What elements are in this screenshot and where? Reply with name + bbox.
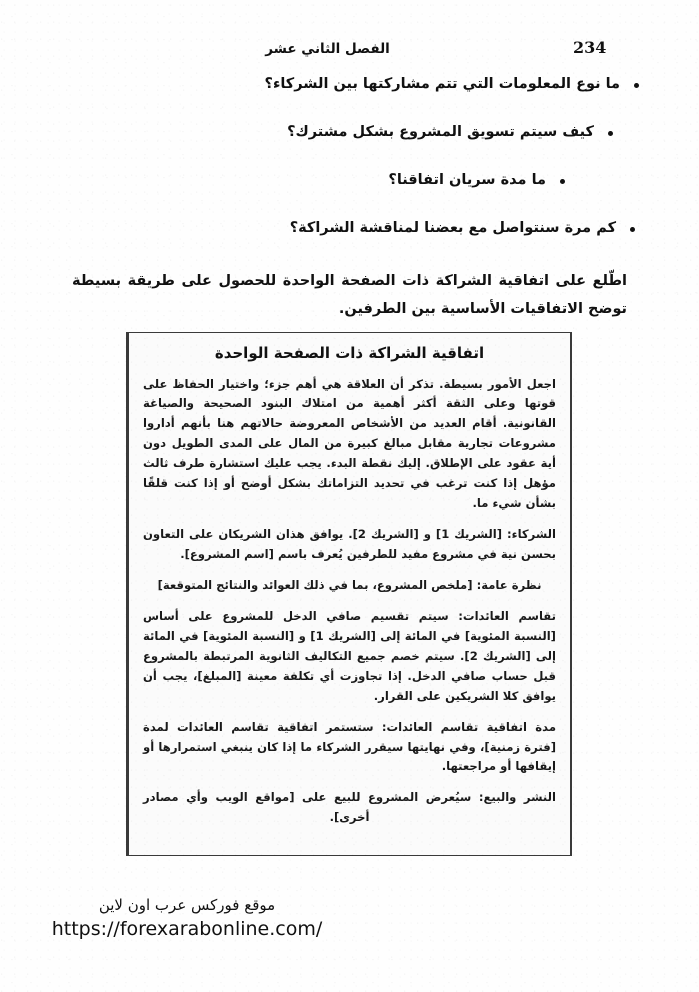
question-list: [40, 74, 639, 266]
question-text: كم مرة سنتواصل مع بعضنا لمناقشة الشراكة؟: [289, 220, 616, 237]
page-header: [0, 36, 699, 62]
agreement-paragraph-revenue-sharing: تقاسم العائدات: سيتم تقسيم صافي الدخل للمشروع على أساس [النسبة المئوية] في المائة إلى [الشريك 1] و [النسبة المئوية] في المائة إلى [الشريك 2]. سيتم خصم جميع التكاليف الثانوية المرتبطة بالمشروع قبل حساب صافي الدخل. إذا تجاوزت أي تكلفة معينة [المبلغ]، يجب أن يوافق كلا الشريكين على القرار.: [143, 608, 556, 703]
bullet-icon: [608, 131, 613, 136]
agreement-box-inner: [129, 333, 570, 855]
chapter-title: الفصل الثاني عشر: [265, 41, 390, 57]
intro-paragraph: اطّلع على اتفاقية الشراكة ذات الصفحة الواحدة للحصول على طريقة بسيطة توضح الاتفاقيات الأساسية بين الطرفين.: [72, 272, 627, 317]
question-text: ما مدة سريان اتفاقنا؟: [388, 172, 546, 189]
footer-watermark: [22, 896, 352, 941]
agreement-paragraph-publishing-and-sales: النشر والبيع: سيُعرض المشروع للبيع على [مواقع الويب وأي مصادر أخرى].: [143, 790, 556, 825]
footer-site-name: موقع فوركس عرب اون لاين: [98, 896, 276, 914]
agreement-paragraph-keep-it-simple: اجعل الأمور بسيطة. تذكر أن العلاقة هي أهم جزء؛ واختيار الحفاظ على قوتها وعلى الثقة أكثر أهمية من امتلاك البنود الصحيحة والصياغة القانونية. أقام العديد من الأشخاص المعروضة حالاتهم هنا بأنهم أداروا مشروعات تجارية مقابل مبالغ كبيرة من المال على المدى الطويل دون أية عقود على الإطلاق. إليك نقطة البدء. يجب عليك استشارة طرف ثالث مؤهل إذا كنت ترغب في تحديد التزاماتك بشكل أوضح أو إذا كنت قلقًا بشأن شيء ما.: [143, 376, 556, 511]
bullet-icon: [560, 179, 565, 184]
list-item: [40, 74, 639, 95]
list-item: [40, 218, 635, 239]
agreement-paragraph-term: مدة اتفاقية تقاسم العائدات: ستستمر اتفاقية تقاسم العائدات لمدة [فترة زمنية]، وفي نهايتها سيقرر الشركاء ما إذا كان ينبغي استمرارها أو إيقافها أو مراجعتها.: [143, 719, 556, 774]
bullet-icon: [630, 227, 635, 232]
list-item: [40, 170, 565, 191]
agreement-box: [126, 332, 572, 856]
agreement-paragraph-overview: نظرة عامة: [ملخص المشروع، بما في ذلك العوائد والنتائج المتوقعة]: [157, 577, 542, 592]
page-number: 234: [573, 38, 607, 57]
question-text: كيف سيتم تسويق المشروع بشكل مشترك؟: [287, 124, 594, 141]
list-item: [40, 122, 613, 143]
question-text: ما نوع المعلومات التي تتم مشاركتها بين الشركاء؟: [264, 76, 620, 92]
footer-site-url[interactable]: https://forexarabonline.com/: [51, 917, 323, 940]
agreement-title: اتفاقية الشراكة ذات الصفحة الواحدة: [214, 344, 485, 362]
bullet-icon: [634, 83, 639, 88]
agreement-paragraph-partners: الشركاء: [الشريك 1] و [الشريك 2]. يوافق هذان الشريكان على التعاون بحسن نية في مشروع مفيد للطرفين يُعرف باسم [اسم المشروع].: [143, 527, 557, 561]
